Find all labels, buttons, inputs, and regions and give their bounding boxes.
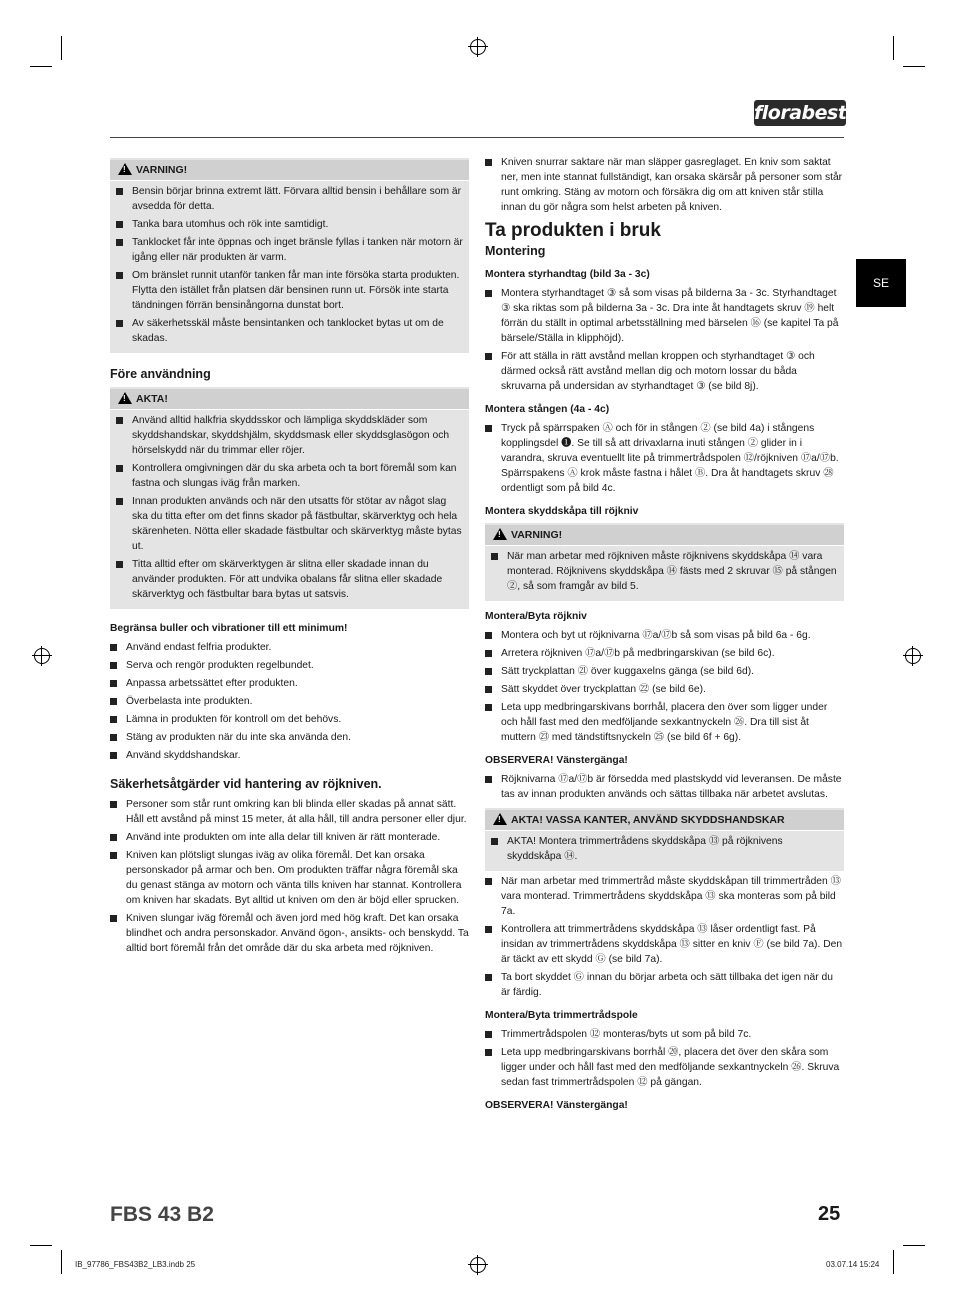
crop-mark (903, 66, 925, 67)
model-name: FBS 43 B2 (110, 1203, 214, 1226)
caution-box (110, 387, 469, 609)
list-item: När man arbetar med trimmertråd måste skyddskåpan till trimmertråden ⑬ vara monterad. Trimmertrådens skyddskåpa ⑬ ska monteras som på bild 7a. (485, 874, 844, 919)
registration-mark-icon (34, 648, 50, 664)
warning-icon (118, 163, 132, 175)
subheading: Begränsa buller och vibrationer till ett minimum! (110, 623, 348, 634)
warning-box (485, 523, 844, 601)
crop-mark (61, 36, 62, 60)
brand-logo: florabest (754, 102, 847, 124)
list-item: Personer som står runt omkring kan bli blinda eller skadas på annat sätt. Håll ett avstånd på minst 15 meter, át alla håll, till andra personer eller djur. (110, 797, 469, 827)
list-item: Stäng av produkten när du inte ska använda den. (110, 730, 469, 745)
list-item: Kontrollera omgivningen där du ska arbeta och ta bort föremål som kan fastna och slungas iväg från marken. (116, 461, 463, 491)
warning-header (110, 160, 469, 181)
warning-box (110, 158, 469, 353)
caution-header (110, 389, 469, 410)
subheading: Montera stången (4a - 4c) (485, 404, 610, 415)
list-item: Röjknivarna ⑰a/⑰b är försedda med plastskydd vid leveransen. De måste tas av innan produkten används och sättas tillbaka när arbetet avslutas. (485, 772, 844, 802)
caution-title: AKTA! (136, 393, 168, 405)
print-date: 03.07.14 15:24 (826, 1260, 880, 1269)
list-item: Tanka bara utomhus och rök inte samtidigt. (116, 217, 463, 232)
subheading: Montera/Byta trimmertrådspole (485, 1010, 638, 1021)
list-item: Lämna in produkten för kontroll om det behövs. (110, 712, 469, 727)
section-heading: Montering (485, 244, 546, 258)
list-item: Kniven kan plötsligt slungas iväg av olika föremål. Det kan orsaka personskador på armar och ben. Om produkten träffar några föremål ska du genast stänga av motorn och vänta tills kniven har stannat. Kontrollera om kniven har skadats. Byt alltid ut kniven om den är böjd eller sprucken. (110, 848, 469, 908)
warning-icon (493, 813, 507, 825)
list-item: Kniven slungar iväg föremål och även jord med hög kraft. Det kan orsaka blindhet och andra personskador. Använd ögon-, ansikts- och benskydd. Ta alltid bort föremål från det område där du ska arbeta med röjkniven. (110, 911, 469, 956)
subheading: Montera styrhandtag (bild 3a - 3c) (485, 269, 650, 280)
list-item: Använd endast felfria produkter. (110, 640, 469, 655)
warning-icon (118, 392, 132, 404)
language-tab: SE (856, 259, 906, 307)
crop-mark (893, 1250, 894, 1274)
list-item: AKTA! Montera trimmertrådens skyddskåpa ⑬ på röjknivens skyddskåpa ⑭. (491, 834, 838, 864)
list-item: Om bränslet runnit utanför tanken får man inte försöka starta produkten. Flytta den istället från platsen där bensinen runn ut. Försök inte starta tändningen förrän bensinångorna dunstat bort. (116, 268, 463, 313)
subheading: OBSERVERA! Vänstergänga! (485, 1100, 628, 1111)
crop-mark (893, 36, 894, 60)
list-item: Överbelasta inte produkten. (110, 694, 469, 709)
warning-icon (493, 528, 507, 540)
crop-mark (30, 66, 52, 67)
warning-title: VARNING! (136, 164, 188, 176)
right-column (485, 152, 844, 1117)
subheading: Montera skyddskåpa till röjkniv (485, 506, 639, 517)
list-item: Använd alltid halkfria skyddsskor och lämpliga skyddskläder som skyddshandskar, skyddshjälm, skyddsmask eller skyddsglasögon och hörselskydd när du trimmar eller röjer. (116, 413, 463, 458)
page-title: Ta produkten i bruk (485, 220, 661, 241)
list-item: Leta upp medbringarskivans borrhål, placera den över som ligger under och håll fast med den medföljande sexkantnyckeln ㉖. Dra till sist åt muttern ㉓ med tändstiftsnyckeln ㉕ (se bild 6f + 6g). (485, 700, 844, 745)
list-item: Använd skyddshandskar. (110, 748, 469, 763)
caution-box (485, 808, 844, 871)
list-item: Av säkerhetsskäl måste bensintanken och tanklocket bytas ut om de skadas. (116, 316, 463, 346)
warning-title: VARNING! (511, 529, 563, 541)
list-item: Kniven snurrar saktare när man släpper gasreglaget. En kniv som saktat ner, men inte stannat fullständigt, kan orsaka skärsår på personer som står runt omkring. Stäng av motorn och försäkra dig om att kniven står stilla innan du gör några som helst arbeten på kniven. (485, 155, 844, 215)
list-item: Sätt skyddet över tryckplattan ㉒ (se bild 6e). (485, 682, 844, 697)
crop-mark (903, 1245, 925, 1246)
list-item: Använd inte produkten om inte alla delar till kniven är rätt monterade. (110, 830, 469, 845)
registration-mark-icon (470, 39, 486, 55)
list-item: Serva och rengör produkten regelbundet. (110, 658, 469, 673)
crop-mark (61, 1250, 62, 1274)
list-item: Anpassa arbetssättet efter produkten. (110, 676, 469, 691)
caution-title: AKTA! VASSA KANTER, ANVÄND SKYDDSHANDSKAR (511, 814, 785, 826)
list-item: När man arbetar med röjkniven måste röjknivens skyddskåpa ⑭ vara monterad. Röjknivens skyddskåpa ⑭ fästs med 2 skruvar ⑮ på stången ②, så som framgår av bild 5. (491, 549, 838, 594)
caution-header (485, 810, 844, 831)
subheading: Montera/Byta röjkniv (485, 611, 587, 622)
list-item: Sätt tryckplattan ㉑ över kuggaxelns gänga (se bild 6d). (485, 664, 844, 679)
list-item: Bensin börjar brinna extremt lätt. Förvara alltid bensin i behållare som är avsedda för detta. (116, 184, 463, 214)
subheading: OBSERVERA! Vänstergänga! (485, 755, 628, 766)
list-item: Titta alltid efter om skärverktygen är slitna eller skadade innan du använder produkten. För att undvika obalans får slitna eller skadade skärverktyg och fästbultar bara bytas ut satsvis. (116, 557, 463, 602)
file-info: IB_97786_FBS43B2_LB3.indb 25 (75, 1260, 196, 1269)
list-item: Montera styrhandtaget ③ så som visas på bilderna 3a - 3c. Styrhandtaget ③ ska riktas som på bilderna 3a - 3c. Dra inte åt handtagets skruv ⑲ helt förrän du ställt in optimal arbetsställning med bärselen ⑯ (se kapitel Ta på bärsele/Ställa in klipphöjd). (485, 286, 844, 346)
crop-mark (30, 1245, 52, 1246)
list-item: Ta bort skyddet Ⓖ innan du börjar arbeta och sätt tillbaka det igen när du är färdig. (485, 970, 844, 1000)
section-heading: Säkerhetsåtgärder vid hantering av röjkniven. (110, 777, 382, 791)
list-item: Leta upp medbringarskivans borrhål ⑳, placera det över den skåra som ligger under och håll fast med den medföljande sexkantnyckeln ㉖. Skruva sedan fast trimmertrådspolen ⑫ på gängan. (485, 1045, 844, 1090)
list-item: Arretera röjkniven ⑰a/⑰b på medbringarskivan (se bild 6c). (485, 646, 844, 661)
list-item: Tanklocket får inte öppnas och inget bränsle fyllas i tanken när motorn är igång eller när produkten är varm. (116, 235, 463, 265)
list-item: För att ställa in rätt avstånd mellan kroppen och styrhandtaget ③ och därmed också rätt avstånd mellan dig och motorn lossar du båda skruvarna på undersidan av styrhandtaget ③ (se bild 8j). (485, 349, 844, 394)
list-item: Trimmertrådspolen ⑫ monteras/byts ut som på bild 7c. (485, 1027, 844, 1042)
section-heading: Före användning (110, 367, 211, 381)
header-rule (110, 137, 844, 138)
list-item: Innan produkten används och när den utsatts för stötar av något slag ska du titta efter om det finns skador på fästbultar, skärverktyg och hela skärenheten. Nötta eller skadade fästbultar och skärverktyg måste bytas ut. (116, 494, 463, 554)
list-item: Montera och byt ut röjknivarna ⑰a/⑰b så som visas på bild 6a - 6g. (485, 628, 844, 643)
page-number: 25 (818, 1203, 841, 1225)
registration-mark-icon (905, 648, 921, 664)
registration-mark-icon (470, 1257, 486, 1273)
warning-header (485, 525, 844, 546)
list-item: Tryck på spärrspaken Ⓐ och för in stången ② (se bild 4a) i stångens kopplingsdel ❶. Se till så att drivaxlarna inuti stången ② glider in i varandra, skruva eventuellt lite på trimmertrådspolen ⑫/röjkniven ⑰a/⑰b. Spärrspakens Ⓐ krok måste fastna i hålet Ⓑ. Dra åt handtagets skruv ㉘ ordentligt som på bild 4c. (485, 421, 844, 496)
list-item: Kontrollera att trimmertrådens skyddskåpa ⑬ låser ordentligt fast. På insidan av trimmertrådens skyddskåpa ⑬ sitter en kniv Ⓕ (se bild 7a). Den är täckt av ett skydd Ⓖ (se bild 7a). (485, 922, 844, 967)
left-column (110, 158, 469, 959)
